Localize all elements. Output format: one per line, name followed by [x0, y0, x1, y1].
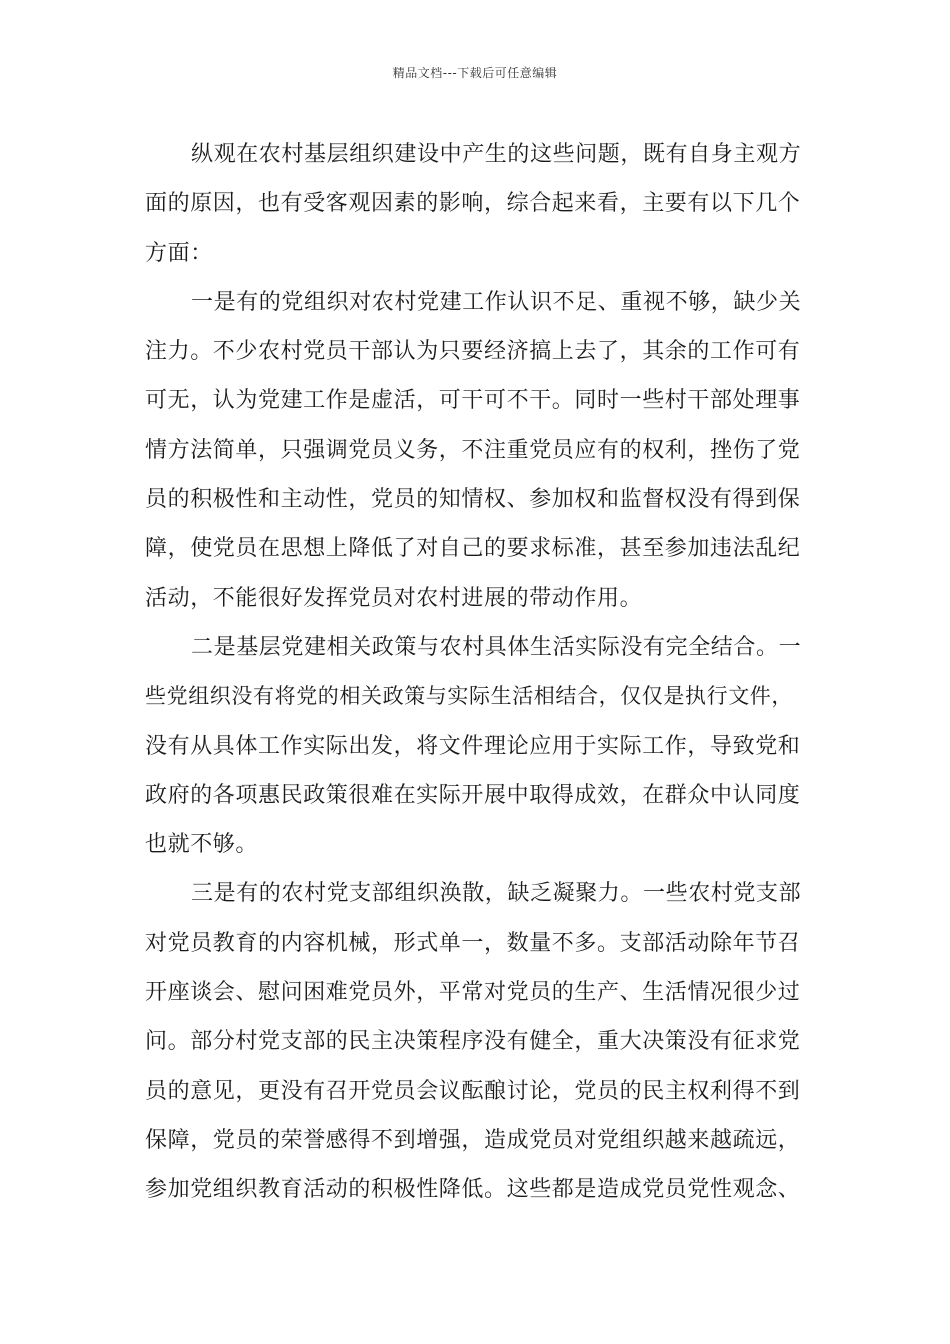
paragraph-line: 员的积极性和主动性，党员的知情权、参加权和监督权没有得到保 [145, 487, 801, 513]
paragraph-first-line: 一是有的党组织对农村党建工作认识不足、重视不够，缺少关 [191, 289, 802, 315]
paragraph-first-line: 三是有的农村党支部组织涣散，缺乏凝聚力。一些农村党支部 [191, 881, 802, 907]
page-header: 精品文档---下载后可任意编辑 [392, 66, 558, 80]
paragraph-line: 对党员教育的内容机械，形式单一，数量不多。支部活动除年节召 [145, 930, 801, 956]
paragraph-line: 障，使党员在思想上降低了对自己的要求标准，甚至参加违法乱纪 [145, 536, 801, 562]
paragraph-line: 情方法简单，只强调党员义务，不注重党员应有的权利，挫伤了党 [145, 437, 801, 463]
paragraph-line: 开座谈会、慰问困难党员外，平常对党员的生产、生活情况很少过 [145, 980, 801, 1006]
paragraph-line: 保障，党员的荣誉感得不到增强，造成党员对党组织越来越疏远， [145, 1127, 801, 1153]
paragraph-line: 面的原因，也有受客观因素的影响，综合起来看，主要有以下几个 [145, 191, 801, 217]
paragraph-line: 活动，不能很好发挥党员对农村进展的带动作用。 [145, 585, 643, 611]
paragraph-line: 参加党组织教育活动的积极性降低。这些都是造成党员党性观念、 [145, 1177, 801, 1203]
document-body [145, 130, 807, 1215]
paragraph-line: 没有从具体工作实际出发，将文件理论应用于实际工作，导致党和 [145, 733, 801, 759]
paragraph-line: 也就不够。 [145, 832, 259, 858]
paragraph-line: 政府的各项惠民政策很难在实际开展中取得成效，在群众中认同度 [145, 782, 801, 808]
paragraph-line: 方面： [145, 240, 213, 266]
paragraph-line: 员的意见，更没有召开党员会议酝酿讨论，党员的民主权利得不到 [145, 1078, 801, 1104]
paragraph-line: 些党组织没有将党的相关政策与实际生活相结合，仅仅是执行文件， [145, 684, 793, 709]
paragraph-first-line: 二是基层党建相关政策与农村具体生活实际没有完全结合。一 [191, 634, 802, 660]
paragraph-line: 问。部分村党支部的民主决策程序没有健全，重大决策没有征求党 [145, 1029, 801, 1055]
paragraph-line: 可无，认为党建工作是虚活，可干可不干。同时一些村干部处理事 [145, 388, 801, 414]
paragraph-first-line: 纵观在农村基层组织建设中产生的这些问题，既有自身主观方 [191, 142, 802, 167]
paragraph-line: 注力。不少农村党员干部认为只要经济搞上去了，其余的工作可有 [145, 339, 801, 365]
